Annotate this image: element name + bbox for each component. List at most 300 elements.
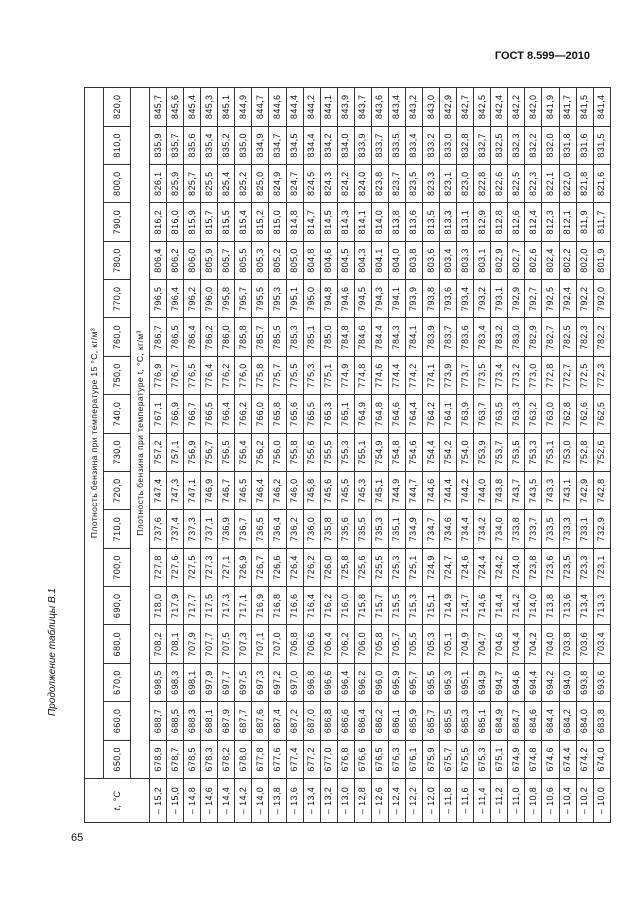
rotated-table-container (84, 87, 611, 823)
density-cell: 726,0 (320, 548, 337, 586)
table-row (576, 88, 593, 823)
density-cell: 754,4 (423, 433, 440, 471)
density-cell: 753,1 (542, 433, 559, 471)
table-caption: Продолжение таблицы В.1 (47, 588, 58, 716)
density-cell: 714,6 (474, 587, 491, 625)
density-cell: 707,3 (235, 625, 252, 663)
density-cell: 763,5 (491, 395, 508, 433)
density-cell: 812,6 (508, 203, 525, 241)
table-row (457, 88, 474, 823)
density-cell: 844,9 (235, 88, 252, 127)
density-cell: 765,5 (303, 395, 320, 433)
density-cell: 812,8 (491, 203, 508, 241)
density-cell: 776,9 (150, 356, 167, 394)
density-cell: 833,7 (371, 126, 388, 164)
density-cell: 835,0 (235, 126, 252, 164)
density-cell: 745,8 (303, 472, 320, 510)
density-cell: 704,6 (491, 625, 508, 663)
density-cell: 737,6 (150, 510, 167, 548)
density-cell: 716,8 (269, 587, 286, 625)
density-cell: 717,9 (167, 587, 184, 625)
density-cell: 773,4 (491, 356, 508, 394)
density-cell: 824,0 (354, 165, 371, 203)
density-cell: 706,0 (354, 625, 371, 663)
density-cell: 755,6 (303, 433, 320, 471)
density-cell: 805,0 (286, 241, 303, 279)
density-cell: 776,5 (184, 356, 201, 394)
density-cell: 773,7 (457, 356, 474, 394)
density-cell: 822,5 (508, 165, 525, 203)
temperature-cell: – 10,4 (559, 779, 576, 823)
density-cell: 825,5 (201, 165, 218, 203)
density-cell: 764,8 (371, 395, 388, 433)
density-cell: 774,4 (388, 356, 405, 394)
density-cell: 834,9 (252, 126, 269, 164)
density-cell: 753,3 (525, 433, 542, 471)
density-cell: 705,7 (388, 625, 405, 663)
density-cell: 826,1 (150, 165, 167, 203)
density-cell: 831,6 (576, 126, 593, 164)
density-cell: 714,9 (440, 587, 457, 625)
density-cell: 841,5 (576, 88, 593, 127)
density-cell: 724,6 (457, 548, 474, 586)
density-cell: 743,3 (542, 472, 559, 510)
document-code: ГОСТ 8.599—2010 (494, 50, 590, 62)
density-cell: 784,1 (405, 318, 422, 356)
density-cell: 815,7 (201, 203, 218, 241)
density-cell: 812,4 (525, 203, 542, 241)
density-cell: 843,7 (354, 88, 371, 127)
density-cell: 796,4 (167, 280, 184, 318)
density-cell: 696,4 (337, 663, 354, 701)
density-cell: 786,0 (218, 318, 235, 356)
density-cell: 785,3 (286, 318, 303, 356)
density-cell: 723,6 (542, 548, 559, 586)
density-cell: 772,8 (542, 356, 559, 394)
density-cell: 814,7 (303, 203, 320, 241)
table-row (525, 88, 542, 823)
density-cell: 678,3 (201, 740, 218, 778)
density-cell: 795,7 (235, 280, 252, 318)
table-row (474, 88, 491, 823)
density-cell: 763,3 (508, 395, 525, 433)
density-cell: 714,7 (457, 587, 474, 625)
density-cell: 762,5 (593, 395, 610, 433)
temperature-cell: – 14,4 (218, 779, 235, 823)
density-cell: 784,4 (371, 318, 388, 356)
temperature-cell: – 12,4 (388, 779, 405, 823)
density-cell: 815,4 (235, 203, 252, 241)
density-cell: 793,6 (440, 280, 457, 318)
density-cell: 675,7 (440, 740, 457, 778)
density-cell: 803,6 (423, 241, 440, 279)
density-cell: 823,3 (423, 165, 440, 203)
density-cell: 706,4 (320, 625, 337, 663)
density-cell: 726,9 (235, 548, 252, 586)
density-column-header: 730,0 (104, 433, 131, 471)
density-cell: 707,5 (218, 625, 235, 663)
density-cell: 716,4 (303, 587, 320, 625)
density-cell: 708,2 (150, 625, 167, 663)
density-column-header: 650,0 (104, 740, 131, 778)
header-row-top (85, 88, 104, 823)
density-cell: 678,5 (184, 740, 201, 778)
density-cell: 707,7 (201, 625, 218, 663)
density-cell: 842,7 (457, 88, 474, 127)
density-cell: 766,5 (201, 395, 218, 433)
density-cell: 714,4 (491, 587, 508, 625)
density-cell: 733,1 (576, 510, 593, 548)
density-cell: 678,2 (218, 740, 235, 778)
density-cell: 736,9 (218, 510, 235, 548)
density-cell: 813,5 (423, 203, 440, 241)
density-cell: 727,5 (184, 548, 201, 586)
density-cell: 698,5 (150, 663, 167, 701)
density-cell: 824,2 (337, 165, 354, 203)
density-cell: 765,3 (320, 395, 337, 433)
density-cell: 796,2 (184, 280, 201, 318)
density-cell: 696,8 (303, 663, 320, 701)
density-cell: 814,5 (320, 203, 337, 241)
density-cell: 775,5 (286, 356, 303, 394)
header-row-columns (104, 88, 131, 823)
density-cell: 835,2 (218, 126, 235, 164)
density-cell: 688,5 (167, 702, 184, 740)
density-cell: 822,8 (474, 165, 491, 203)
table-row (303, 88, 320, 823)
density-cell: 677,2 (303, 740, 320, 778)
density-cell: 816,2 (150, 203, 167, 241)
density-cell: 815,5 (218, 203, 235, 241)
density-cell: 684,2 (559, 702, 576, 740)
density-cell: 743,8 (491, 472, 508, 510)
density-cell: 774,2 (405, 356, 422, 394)
density-cell: 694,6 (508, 663, 525, 701)
density-cell: 705,5 (405, 625, 422, 663)
density-cell: 786,4 (184, 318, 201, 356)
temperature-column-header: t, °С (85, 779, 150, 823)
density-column-header: 780,0 (104, 241, 131, 279)
density-cell: 772,3 (593, 356, 610, 394)
density-cell: 716,2 (320, 587, 337, 625)
density-cell: 723,5 (559, 548, 576, 586)
density-cell: 744,2 (457, 472, 474, 510)
temperature-cell: – 13,0 (337, 779, 354, 823)
density-cell: 678,0 (235, 740, 252, 778)
density-cell: 697,9 (201, 663, 218, 701)
density-cell: 773,9 (440, 356, 457, 394)
density-cell: 695,7 (405, 663, 422, 701)
density-cell: 794,8 (320, 280, 337, 318)
table-row (593, 88, 610, 823)
density-cell: 783,4 (474, 318, 491, 356)
density-cell: 834,4 (303, 126, 320, 164)
density-cell: 835,9 (150, 126, 167, 164)
density-cell: 745,1 (371, 472, 388, 510)
density-cell: 737,1 (201, 510, 218, 548)
density-cell: 764,6 (388, 395, 405, 433)
density-cell: 794,3 (371, 280, 388, 318)
density-cell: 724,7 (440, 548, 457, 586)
density-cell: 802,4 (542, 241, 559, 279)
density-cell: 762,6 (576, 395, 593, 433)
density-cell: 804,0 (388, 241, 405, 279)
density-cell: 776,4 (201, 356, 218, 394)
density-cell: 694,9 (474, 663, 491, 701)
density-cell: 783,6 (457, 318, 474, 356)
density-cell: 803,3 (457, 241, 474, 279)
table-row (388, 88, 405, 823)
table-row (235, 88, 252, 823)
density-cell: 786,5 (167, 318, 184, 356)
density-cell: 754,0 (457, 433, 474, 471)
density-column-header: 740,0 (104, 395, 131, 433)
density-cell: 706,8 (286, 625, 303, 663)
density-cell: 782,2 (593, 318, 610, 356)
density-cell: 792,0 (593, 280, 610, 318)
density-cell: 782,9 (525, 318, 542, 356)
density-cell: 736,0 (303, 510, 320, 548)
density-cell: 743,7 (508, 472, 525, 510)
density-cell: 822,6 (491, 165, 508, 203)
density-cell: 763,7 (474, 395, 491, 433)
density-cell: 764,4 (405, 395, 422, 433)
density-cell: 687,2 (286, 702, 303, 740)
density-cell: 833,9 (354, 126, 371, 164)
density-column-header: 670,0 (104, 663, 131, 701)
density-cell: 687,7 (235, 702, 252, 740)
density-cell: 714,0 (525, 587, 542, 625)
density-cell: 727,1 (218, 548, 235, 586)
density-cell: 717,3 (218, 587, 235, 625)
table-row (320, 88, 337, 823)
density-cell: 843,0 (423, 88, 440, 127)
density-cell: 698,1 (184, 663, 201, 701)
density-cell: 743,5 (525, 472, 542, 510)
density-cell: 726,7 (252, 548, 269, 586)
temperature-cell: – 14,2 (235, 779, 252, 823)
page-number: 65 (71, 832, 84, 844)
density-cell: 677,6 (269, 740, 286, 778)
density-cell: 806,4 (150, 241, 167, 279)
density-cell: 822,3 (525, 165, 542, 203)
density-cell: 803,4 (440, 241, 457, 279)
density-cell: 715,1 (423, 587, 440, 625)
density-cell: 835,4 (201, 126, 218, 164)
density-cell: 783,2 (491, 318, 508, 356)
density-cell: 686,1 (388, 702, 405, 740)
density-cell: 842,2 (508, 88, 525, 127)
density-cell: 795,8 (218, 280, 235, 318)
density-cell: 744,9 (388, 472, 405, 510)
table-row (269, 88, 286, 823)
density-cell: 793,9 (405, 280, 422, 318)
density-cell: 825,2 (235, 165, 252, 203)
density-cell: 725,6 (354, 548, 371, 586)
density-cell: 713,4 (576, 587, 593, 625)
density-cell: 734,9 (405, 510, 422, 548)
density-cell: 764,2 (423, 395, 440, 433)
temperature-cell: – 12,8 (354, 779, 371, 823)
density-cell: 725,3 (388, 548, 405, 586)
density-cell: 698,3 (167, 663, 184, 701)
density-cell: 772,5 (576, 356, 593, 394)
density-cell: 754,9 (371, 433, 388, 471)
density-cell: 742,9 (576, 472, 593, 510)
density-cell: 814,1 (354, 203, 371, 241)
density-cell: 732,9 (593, 510, 610, 548)
density-cell: 765,6 (286, 395, 303, 433)
density-cell: 735,6 (337, 510, 354, 548)
density-cell: 734,0 (491, 510, 508, 548)
density-cell: 832,8 (457, 126, 474, 164)
density-cell: 684,9 (491, 702, 508, 740)
density-cell: 733,5 (542, 510, 559, 548)
density-cell: 831,8 (559, 126, 576, 164)
density-cell: 841,7 (559, 88, 576, 127)
density-cell: 752,6 (593, 433, 610, 471)
density-cell: 785,1 (303, 318, 320, 356)
table-row (218, 88, 235, 823)
density-cell: 793,2 (474, 280, 491, 318)
density-column-header: 810,0 (104, 126, 131, 164)
density-cell: 755,3 (337, 433, 354, 471)
density-column-header: 750,0 (104, 356, 131, 394)
density-cell: 833,4 (405, 126, 422, 164)
density-cell: 831,5 (593, 126, 610, 164)
density-column-header: 710,0 (104, 510, 131, 548)
density-cell: 812,1 (559, 203, 576, 241)
density-cell: 726,4 (286, 548, 303, 586)
density-cell: 784,8 (337, 318, 354, 356)
density-cell: 734,7 (423, 510, 440, 548)
density-column-header: 690,0 (104, 587, 131, 625)
density-cell: 695,9 (388, 663, 405, 701)
density-cell: 704,4 (508, 625, 525, 663)
density-cell: 684,6 (525, 702, 542, 740)
density-cell: 812,3 (542, 203, 559, 241)
density-cell: 695,3 (440, 663, 457, 701)
density-15-header: Плотность бензина при температуре 15 °С, кг/м³ (85, 88, 104, 779)
density-cell: 715,3 (405, 587, 422, 625)
density-cell: 745,6 (320, 472, 337, 510)
table-row (337, 88, 354, 823)
density-cell: 688,3 (184, 702, 201, 740)
density-cell: 747,1 (184, 472, 201, 510)
density-cell: 773,0 (525, 356, 542, 394)
density-cell: 772,7 (559, 356, 576, 394)
density-cell: 707,1 (252, 625, 269, 663)
density-cell: 821,8 (576, 165, 593, 203)
density-cell: 766,0 (252, 395, 269, 433)
density-cell: 754,2 (440, 433, 457, 471)
density-cell: 684,0 (576, 702, 593, 740)
temperature-cell: – 13,8 (269, 779, 286, 823)
density-cell: 843,6 (371, 88, 388, 127)
density-cell: 823,7 (388, 165, 405, 203)
density-cell: 746,5 (235, 472, 252, 510)
density-cell: 844,1 (320, 88, 337, 127)
density-cell: 776,7 (167, 356, 184, 394)
density-cell: 755,5 (320, 433, 337, 471)
density-cell: 733,3 (559, 510, 576, 548)
density-cell: 805,5 (235, 241, 252, 279)
table-row (252, 88, 269, 823)
density-cell: 802,9 (491, 241, 508, 279)
density-cell: 843,2 (405, 88, 422, 127)
density-cell: 697,2 (269, 663, 286, 701)
density-cell: 674,2 (576, 740, 593, 778)
density-cell: 744,0 (474, 472, 491, 510)
density-cell: 785,0 (320, 318, 337, 356)
density-cell: 756,7 (201, 433, 218, 471)
density-cell: 832,0 (542, 126, 559, 164)
table-row (150, 88, 167, 823)
table-row (491, 88, 508, 823)
density-cell: 813,3 (440, 203, 457, 241)
density-cell: 774,9 (337, 356, 354, 394)
density-cell: 816,0 (167, 203, 184, 241)
density-cell: 734,2 (474, 510, 491, 548)
temperature-cell: – 15,0 (167, 779, 184, 823)
density-cell: 684,4 (542, 702, 559, 740)
density-cell: 834,7 (269, 126, 286, 164)
density-cell: 832,7 (474, 126, 491, 164)
density-cell: 687,0 (303, 702, 320, 740)
density-cell: 803,1 (474, 241, 491, 279)
density-cell: 694,7 (491, 663, 508, 701)
density-cell: 796,0 (201, 280, 218, 318)
temperature-cell: – 11,4 (474, 779, 491, 823)
density-cell: 723,8 (525, 548, 542, 586)
header-row-sub (131, 88, 150, 823)
density-cell: 843,4 (388, 88, 405, 127)
density-cell: 745,5 (337, 472, 354, 510)
density-cell: 813,6 (405, 203, 422, 241)
density-cell: 693,6 (593, 663, 610, 701)
density-cell: 696,0 (371, 663, 388, 701)
density-cell: 844,7 (252, 88, 269, 127)
density-cell: 716,0 (337, 587, 354, 625)
density-cell: 763,2 (525, 395, 542, 433)
density-cell: 783,7 (440, 318, 457, 356)
density-cell: 727,8 (150, 548, 167, 586)
density-cell: 705,3 (423, 625, 440, 663)
density-cell: 674,9 (508, 740, 525, 778)
density-cell: 815,9 (184, 203, 201, 241)
density-cell: 724,2 (491, 548, 508, 586)
density-cell: 686,8 (320, 702, 337, 740)
density-cell: 765,1 (337, 395, 354, 433)
density-cell: 696,2 (354, 663, 371, 701)
table-row (184, 88, 201, 823)
density-cell: 775,3 (303, 356, 320, 394)
density-cell: 693,8 (576, 663, 593, 701)
density-cell: 703,8 (559, 625, 576, 663)
density-cell: 694,4 (525, 663, 542, 701)
density-cell: 717,1 (235, 587, 252, 625)
density-cell: 812,9 (474, 203, 491, 241)
density-cell: 694,2 (542, 663, 559, 701)
density-cell: 775,1 (320, 356, 337, 394)
density-cell: 704,2 (525, 625, 542, 663)
density-cell: 704,0 (542, 625, 559, 663)
density-cell: 792,4 (559, 280, 576, 318)
density-cell: 724,4 (474, 548, 491, 586)
density-cell: 717,5 (201, 587, 218, 625)
density-cell: 823,5 (405, 165, 422, 203)
density-cell: 747,3 (167, 472, 184, 510)
